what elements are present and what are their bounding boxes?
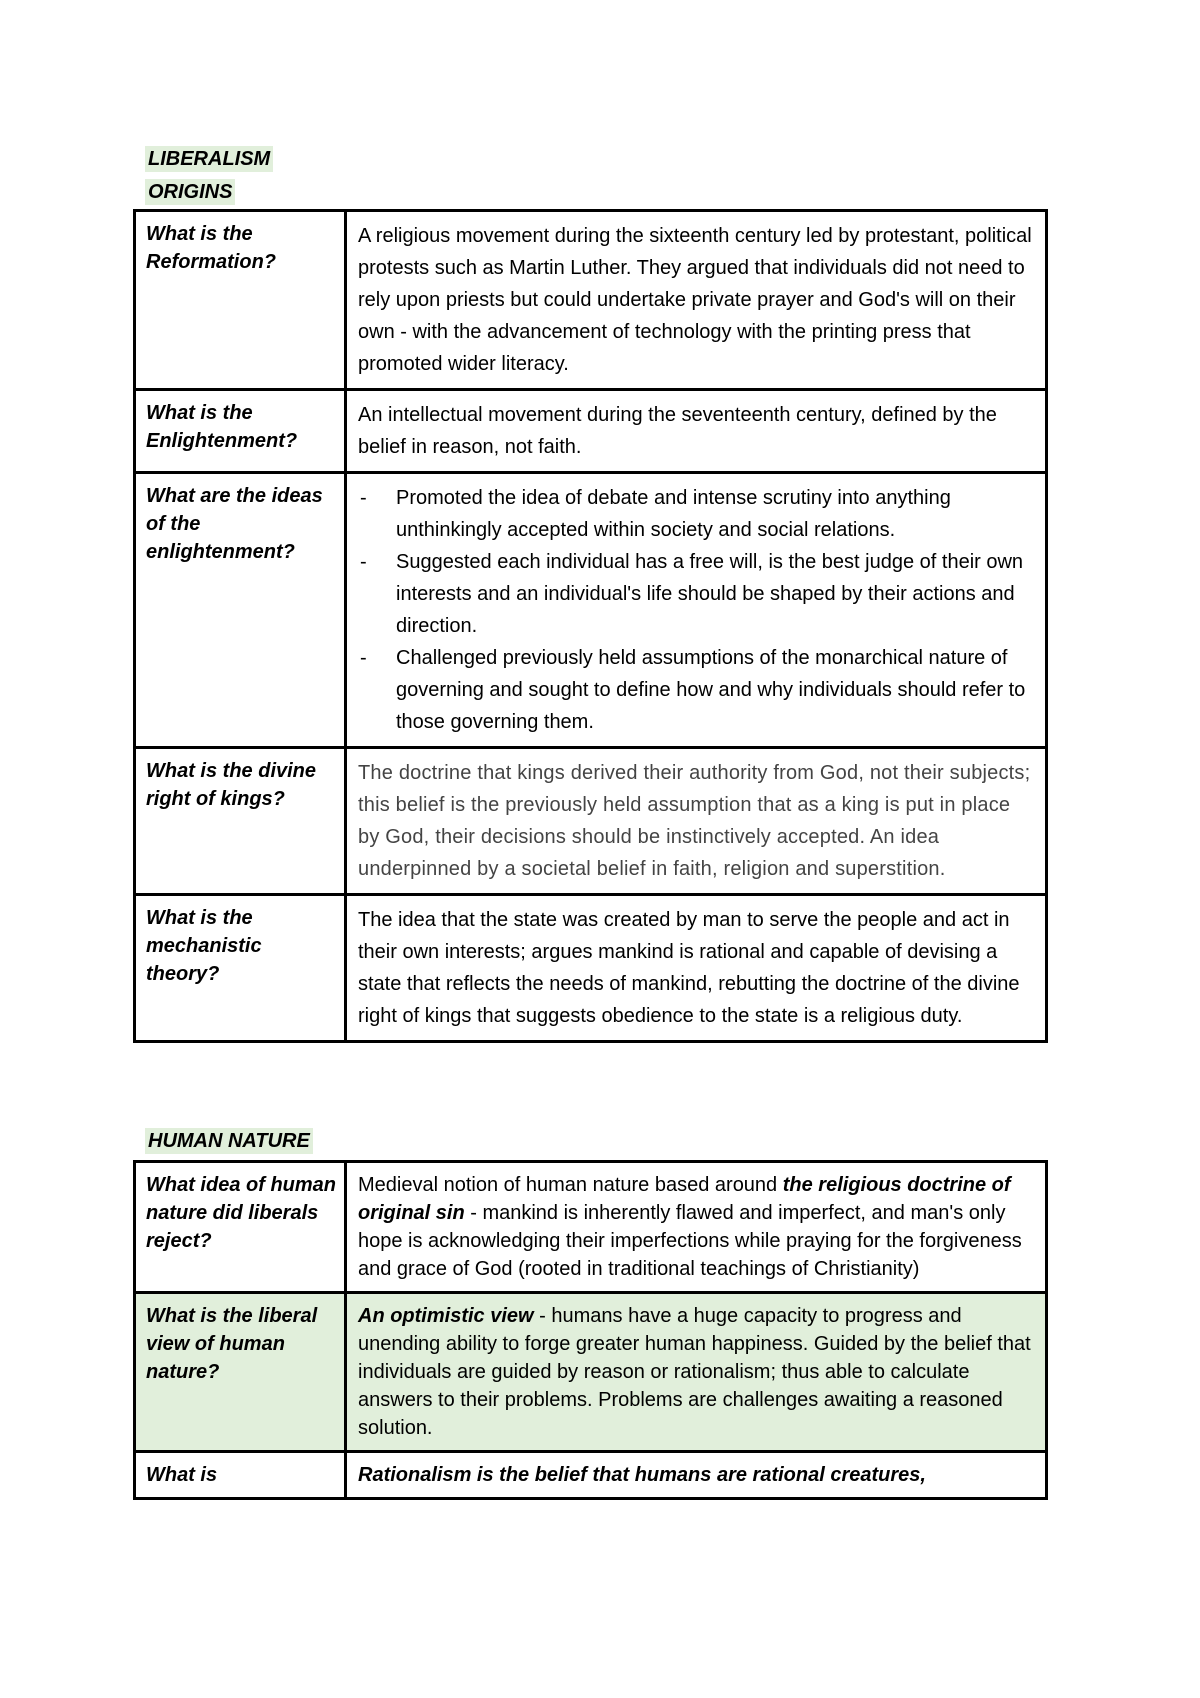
question-cell: What are the ideas of the enlightenment? — [135, 473, 346, 748]
answer-text: - mankind is inherently flawed and imperfect, and man's only hope is acknowledging their imperfections while praying for the forgiveness and grace of God (rooted in traditional teachings of Christianity) — [358, 1202, 1022, 1280]
answer-cell: An intellectual movement during the seventeenth century, defined by the belief in reason, not faith. — [346, 390, 1047, 473]
table-row — [135, 895, 1047, 1042]
human-nature-heading: HUMAN NATURE — [145, 1128, 313, 1154]
list-item: - Suggested each individual has a free will, is the best judge of their own interests and an individual's life should be shaped by their actions and direction. — [396, 546, 1035, 642]
answer-emphasis: the religious doctrine of original sin — [358, 1174, 1011, 1224]
question-cell: What is the Enlightenment? — [135, 390, 346, 473]
answer-cell: Rationalism is the belief that humans are rational creatures, — [346, 1452, 1047, 1499]
list-item: - Promoted the idea of debate and intense scrutiny into anything unthinkingly accepted within society and social relations. — [396, 482, 1035, 546]
question-cell: What is the liberal view of human nature? — [135, 1293, 346, 1452]
answer-text: Medieval notion of human nature based around — [358, 1174, 783, 1196]
table-row — [135, 211, 1047, 390]
origins-table — [133, 209, 1048, 1043]
table-row — [135, 1293, 1047, 1452]
table-row — [135, 748, 1047, 895]
human-nature-table — [133, 1160, 1048, 1500]
question-cell: What is the Reformation? — [135, 211, 346, 390]
question-cell: What idea of human nature did liberals reject? — [135, 1162, 346, 1293]
ideas-list — [358, 482, 1035, 738]
table-row — [135, 1162, 1047, 1293]
answer-cell — [346, 1162, 1047, 1293]
answer-emphasis: An optimistic view — [358, 1305, 534, 1327]
question-cell: What is — [135, 1452, 346, 1499]
answer-cell: A religious movement during the sixteenth century led by protestant, political protests such as Martin Luther. They argued that individuals did not need to rely upon priests but could undertake private prayer and God's will on their own - with the advancement of technology with the printing press that promoted wider literacy. — [346, 211, 1047, 390]
question-cell: What is the divine right of kings? — [135, 748, 346, 895]
answer-text: - humans have a huge capacity to progress and unending ability to forge greater human happiness. Guided by the belief that individuals are guided by reason or rationalism; thus able to calculate answers to their problems. Problems are challenges awaiting a reasoned solution. — [358, 1305, 1031, 1439]
answer-cell: The doctrine that kings derived their authority from God, not their subjects; this belief is the previously held assumption that as a king is put in place by God, their decisions should be instinctively accepted. An idea underpinned by a societal belief in faith, religion and superstition. — [346, 748, 1047, 895]
table-row — [135, 390, 1047, 473]
answer-cell — [346, 473, 1047, 748]
table-row — [135, 1452, 1047, 1499]
origins-heading: ORIGINS — [145, 179, 235, 205]
title-heading: LIBERALISM — [145, 146, 273, 172]
answer-cell — [346, 1293, 1047, 1452]
list-item: - Challenged previously held assumptions of the monarchical nature of governing and sought to define how and why individuals should refer to those governing them. — [396, 642, 1035, 738]
table-row — [135, 473, 1047, 748]
question-cell: What is the mechanistic theory? — [135, 895, 346, 1042]
answer-cell: The idea that the state was created by man to serve the people and act in their own interests; argues mankind is rational and capable of devising a state that reflects the needs of mankind, rebutting the doctrine of the divine right of kings that suggests obedience to the state is a religious duty. — [346, 895, 1047, 1042]
